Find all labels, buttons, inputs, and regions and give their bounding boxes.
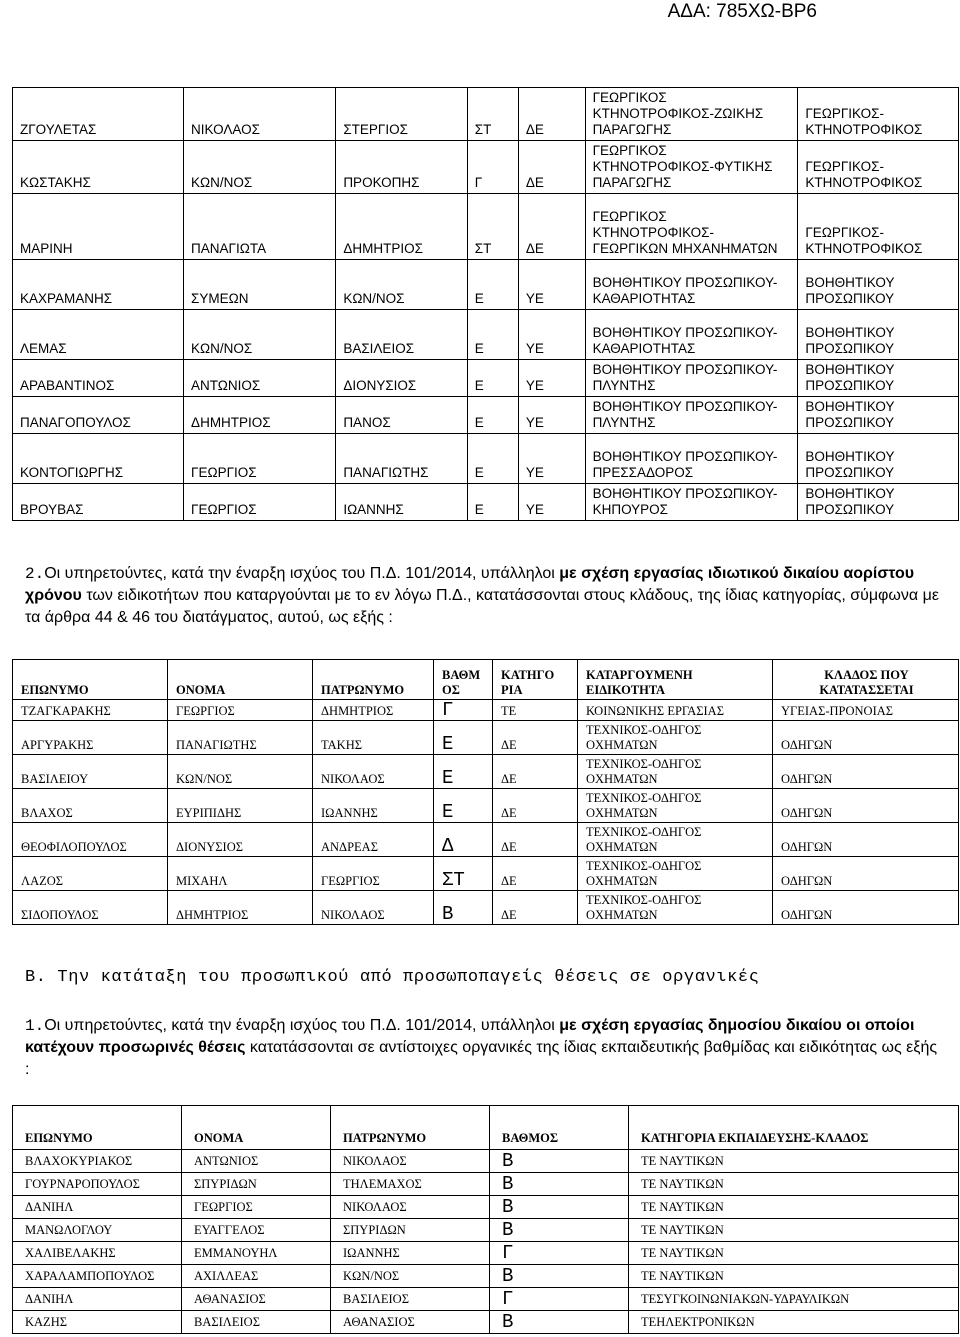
cell-name: ΝΙΚΟΛΑΟΣ bbox=[184, 88, 336, 141]
paragraph-number: 2. bbox=[25, 565, 45, 583]
col-header-surname: ΕΠΩΝΥΜΟ bbox=[13, 660, 168, 700]
cell-old-specialty: ΒΟΗΘΗΤΙΚΟΥ ΠΡΟΣΩΠΙΚΟΥ-ΚΗΠΟΥΡΟΣ bbox=[585, 484, 798, 521]
cell-category: ΔΕ bbox=[518, 88, 585, 141]
table-row bbox=[13, 1265, 959, 1288]
cell-father: ΠΑΝΟΣ bbox=[336, 397, 467, 434]
cell-degree: Γ bbox=[467, 141, 518, 194]
table-row bbox=[13, 857, 959, 891]
paragraph-1 bbox=[25, 1015, 945, 1081]
cell-new-branch: ΓΕΩΡΓΙΚΟΣ- ΚΤΗΝΟΤΡΟΦΙΚΟΣ bbox=[798, 88, 959, 141]
cell-category: ΔΕ bbox=[493, 721, 578, 755]
cell-surname: ΚΑΖΗΣ bbox=[13, 1311, 182, 1334]
cell-name: ΣΥΜΕΩΝ bbox=[184, 260, 336, 310]
paragraph-text: Οι υπηρετούντες, κατά την έναρξη ισχύος του Π.Δ. 101/2014, υπάλληλοι bbox=[44, 1017, 560, 1034]
col-header-degree: ΒΑΘΜΟΣ bbox=[490, 1106, 629, 1150]
cell-new-branch: ΒΟΗΘΗΤΙΚΟΥ ΠΡΟΣΩΠΙΚΟΥ bbox=[798, 310, 959, 360]
cell-degree: Γ bbox=[434, 700, 493, 721]
cell-abolished-specialty: ΤΕΧΝΙΚΟΣ-ΟΔΗΓΟΣ ΟΧΗΜΑΤΩΝ bbox=[578, 891, 773, 925]
cell-father: ΝΙΚΟΛΑΟΣ bbox=[313, 891, 434, 925]
cell-branch: ΥΓΕΙΑΣ-ΠΡΟΝΟΙΑΣ bbox=[773, 700, 959, 721]
cell-surname: ΒΛΑΧΟΣ bbox=[13, 789, 168, 823]
cell-degree: Β bbox=[490, 1311, 629, 1334]
cell-father: ΠΑΝΑΓΙΩΤΗΣ bbox=[336, 434, 467, 484]
cell-degree: Ε bbox=[434, 789, 493, 823]
cell-name: ΚΩΝ/ΝΟΣ bbox=[184, 141, 336, 194]
cell-name: ΑΝΤΩΝΙΟΣ bbox=[184, 360, 336, 397]
table-row bbox=[13, 1242, 959, 1265]
cell-old-specialty: ΒΟΗΘΗΤΙΚΟΥ ΠΡΟΣΩΠΙΚΟΥ- ΚΑΘΑΡΙΟΤΗΤΑΣ bbox=[585, 310, 798, 360]
cell-surname: ΜΑΡΙΝΗ bbox=[13, 194, 184, 260]
cell-name: ΚΩΝ/ΝΟΣ bbox=[184, 310, 336, 360]
cell-father: ΒΑΣΙΛΕΙΟΣ bbox=[336, 310, 467, 360]
cell-new-branch: ΒΟΗΘΗΤΙΚΟΥ ΠΡΟΣΩΠΙΚΟΥ bbox=[798, 484, 959, 521]
table-row bbox=[13, 88, 959, 141]
cell-father: ΓΕΩΡΓΙΟΣ bbox=[313, 857, 434, 891]
cell-name: ΕΜΜΑΝΟΥΗΛ bbox=[182, 1242, 331, 1265]
cell-father: ΣΠΥΡΙΔΩΝ bbox=[331, 1219, 490, 1242]
table-row bbox=[13, 700, 959, 721]
cell-surname: ΠΑΝΑΓΟΠΟΥΛΟΣ bbox=[13, 397, 184, 434]
cell-surname: ΚΟΝΤΟΓΙΩΡΓΗΣ bbox=[13, 434, 184, 484]
cell-branch: ΟΔΗΓΩΝ bbox=[773, 789, 959, 823]
col-header-surname: ΕΠΩΝΥΜΟ bbox=[13, 1106, 182, 1150]
cell-category-branch: ΤΕΗΛΕΚΤΡΟΝΙΚΩΝ bbox=[629, 1311, 959, 1334]
cell-new-branch: ΒΟΗΘΗΤΙΚΟΥ ΠΡΟΣΩΠΙΚΟΥ bbox=[798, 360, 959, 397]
paragraph-2 bbox=[25, 563, 945, 629]
col-header-abolished: ΚΑΤΑΡΓΟΥΜΕΝΗ ΕΙΔΙΚΟΤΗΤΑ bbox=[578, 660, 773, 700]
cell-surname: ΘΕΟΦΙΛΟΠΟΥΛΟΣ bbox=[13, 823, 168, 857]
table-row bbox=[13, 721, 959, 755]
cell-degree: Ε bbox=[467, 434, 518, 484]
table1-body bbox=[13, 88, 959, 521]
cell-surname: ΣΙΔΟΠΟΥΛΟΣ bbox=[13, 891, 168, 925]
cell-surname: ΑΡΓΥΡΑΚΗΣ bbox=[13, 721, 168, 755]
cell-surname: ΔΑΝΙΗΛ bbox=[13, 1196, 182, 1219]
cell-surname: ΒΛΑΧΟΚΥΡΙΑΚΟΣ bbox=[13, 1150, 182, 1173]
col-header-father: ΠΑΤΡΩΝΥΜΟ bbox=[331, 1106, 490, 1150]
cell-degree: Γ bbox=[490, 1242, 629, 1265]
table-row bbox=[13, 1196, 959, 1219]
cell-category: ΔΕ bbox=[518, 141, 585, 194]
cell-degree: Ε bbox=[467, 484, 518, 521]
cell-new-branch: ΒΟΗΘΗΤΙΚΟΥ ΠΡΟΣΩΠΙΚΟΥ bbox=[798, 434, 959, 484]
cell-father: ΙΩΑΝΝΗΣ bbox=[331, 1242, 490, 1265]
table-header-row bbox=[13, 660, 959, 700]
cell-old-specialty: ΒΟΗΘΗΤΙΚΟΥ ΠΡΟΣΩΠΙΚΟΥ- ΠΡΕΣΣΑΔΟΡΟΣ bbox=[585, 434, 798, 484]
cell-surname: ΑΡΑΒΑΝΤΙΝΟΣ bbox=[13, 360, 184, 397]
table-header-row bbox=[13, 1106, 959, 1150]
cell-surname: ΓΟΥΡΝΑΡΟΠΟΥΛΟΣ bbox=[13, 1173, 182, 1196]
table-row bbox=[13, 484, 959, 521]
cell-degree: Ε bbox=[467, 260, 518, 310]
cell-surname: ΤΖΑΓΚΑΡΑΚΗΣ bbox=[13, 700, 168, 721]
col-header-degree: ΒΑΘΜ ΟΣ bbox=[434, 660, 493, 700]
table-row bbox=[13, 1219, 959, 1242]
cell-category: ΔΕ bbox=[493, 857, 578, 891]
cell-category-branch: ΤΕΣΥΓΚΟΙΝΩΝΙΑΚΩΝ-ΥΔΡΑΥΛΙΚΩΝ bbox=[629, 1288, 959, 1311]
cell-category: ΤΕ bbox=[493, 700, 578, 721]
cell-father: ΔΗΜΗΤΡΙΟΣ bbox=[313, 700, 434, 721]
cell-degree: Β bbox=[490, 1150, 629, 1173]
cell-father: ΤΗΛΕΜΑΧΟΣ bbox=[331, 1173, 490, 1196]
table-previous-placements bbox=[12, 87, 959, 521]
cell-name: ΓΕΩΡΓΙΟΣ bbox=[184, 434, 336, 484]
paragraph-text-cont: κατατάσσονται σε αντίστοιχες οργανικές της ίδιας εκπαιδευτικής βαθμίδας και ειδικότητας ως εξής : bbox=[25, 1039, 938, 1078]
cell-category: ΔΕ bbox=[493, 755, 578, 789]
cell-degree: Ε bbox=[467, 397, 518, 434]
cell-branch: ΟΔΗΓΩΝ bbox=[773, 755, 959, 789]
cell-surname: ΒΡΟΥΒΑΣ bbox=[13, 484, 184, 521]
cell-abolished-specialty: ΤΕΧΝΙΚΟΣ-ΟΔΗΓΟΣ ΟΧΗΜΑΤΩΝ bbox=[578, 721, 773, 755]
cell-branch: ΟΔΗΓΩΝ bbox=[773, 721, 959, 755]
cell-category-branch: ΤΕ ΝΑΥΤΙΚΩΝ bbox=[629, 1196, 959, 1219]
cell-old-specialty: ΒΟΗΘΗΤΙΚΟΥ ΠΡΟΣΩΠΙΚΟΥ- ΚΑΘΑΡΙΟΤΗΤΑΣ bbox=[585, 260, 798, 310]
cell-surname: ΚΩΣΤΑΚΗΣ bbox=[13, 141, 184, 194]
cell-name: ΣΠΥΡΙΔΩΝ bbox=[182, 1173, 331, 1196]
cell-surname: ΧΑΡΑΛΑΜΠΟΠΟΥΛΟΣ bbox=[13, 1265, 182, 1288]
cell-new-branch: ΒΟΗΘΗΤΙΚΟΥ ΠΡΟΣΩΠΙΚΟΥ bbox=[798, 260, 959, 310]
cell-category: ΔΕ bbox=[493, 823, 578, 857]
cell-father: ΒΑΣΙΛΕΙΟΣ bbox=[331, 1288, 490, 1311]
cell-name: ΔΗΜΗΤΡΙΟΣ bbox=[168, 891, 313, 925]
cell-degree: Γ bbox=[490, 1288, 629, 1311]
cell-category-branch: ΤΕ ΝΑΥΤΙΚΩΝ bbox=[629, 1265, 959, 1288]
cell-branch: ΟΔΗΓΩΝ bbox=[773, 891, 959, 925]
cell-category: ΥΕ bbox=[518, 434, 585, 484]
table-row bbox=[13, 823, 959, 857]
table-row bbox=[13, 360, 959, 397]
cell-father: ΙΩΑΝΝΗΣ bbox=[336, 484, 467, 521]
table3-body bbox=[13, 1150, 959, 1334]
cell-name: ΓΕΩΡΓΙΟΣ bbox=[182, 1196, 331, 1219]
cell-degree: Ε bbox=[434, 721, 493, 755]
cell-category: ΔΕ bbox=[493, 891, 578, 925]
paragraph-number: 1. bbox=[25, 1017, 45, 1035]
table-temporary-positions bbox=[12, 1105, 959, 1334]
cell-father: ΚΩΝ/ΝΟΣ bbox=[331, 1265, 490, 1288]
cell-father: ΑΘΑΝΑΣΙΟΣ bbox=[331, 1311, 490, 1334]
paragraph-bold-text: με σχέση εργασίας ιδιωτικού δικαίου αορίστου χρόνου bbox=[25, 565, 915, 604]
table-row bbox=[13, 1288, 959, 1311]
cell-surname: ΒΑΣΙΛΕΙΟΥ bbox=[13, 755, 168, 789]
cell-old-specialty: ΓΕΩΡΓΙΚΟΣ ΚΤΗΝΟΤΡΟΦΙΚΟΣ-ΖΩΙΚΗΣ ΠΑΡΑΓΩΓΗΣ bbox=[585, 88, 798, 141]
table-row bbox=[13, 755, 959, 789]
table2-body bbox=[13, 700, 959, 925]
col-header-father: ΠΑΤΡΩΝΥΜΟ bbox=[313, 660, 434, 700]
cell-degree: Δ bbox=[434, 823, 493, 857]
table-row bbox=[13, 310, 959, 360]
table-row bbox=[13, 1311, 959, 1334]
table-row bbox=[13, 397, 959, 434]
cell-category: ΥΕ bbox=[518, 397, 585, 434]
table-row bbox=[13, 141, 959, 194]
cell-degree: Β bbox=[490, 1219, 629, 1242]
cell-new-branch: ΓΕΩΡΓΙΚΟΣ- ΚΤΗΝΟΤΡΟΦΙΚΟΣ bbox=[798, 141, 959, 194]
table-row bbox=[13, 434, 959, 484]
cell-name: ΔΗΜΗΤΡΙΟΣ bbox=[184, 397, 336, 434]
cell-category: ΥΕ bbox=[518, 360, 585, 397]
cell-category: ΥΕ bbox=[518, 260, 585, 310]
cell-name: ΓΕΩΡΓΙΟΣ bbox=[184, 484, 336, 521]
cell-surname: ΖΓΟΥΛΕΤΑΣ bbox=[13, 88, 184, 141]
cell-father: ΚΩΝ/ΝΟΣ bbox=[336, 260, 467, 310]
section-b-title: Β. Την κατάταξη του προσωπικού από προσωποπαγείς θέσεις σε οργανικές bbox=[25, 968, 760, 987]
cell-abolished-specialty: ΤΕΧΝΙΚΟΣ-ΟΔΗΓΟΣ ΟΧΗΜΑΤΩΝ bbox=[578, 857, 773, 891]
cell-degree: ΣΤ bbox=[467, 88, 518, 141]
cell-name: ΠΑΝΑΓΙΩΤΗΣ bbox=[168, 721, 313, 755]
cell-degree: Β bbox=[490, 1173, 629, 1196]
ada-code: ΑΔΑ: 785ΧΩ-ΒΡ6 bbox=[667, 1, 817, 22]
paragraph-text-cont: των ειδικοτήτων που καταργούνται με το εν λόγω Π.Δ., κατατάσσονται στους κλάδους, της ίδιας κατηγορίας, σύμφωνα με τα άρθρα 44 & 46 του διατάγματος, αυτού, ως εξής : bbox=[25, 587, 939, 626]
cell-father: ΤΑΚΗΣ bbox=[313, 721, 434, 755]
cell-father: ΔΙΟΝΥΣΙΟΣ bbox=[336, 360, 467, 397]
cell-name: ΔΙΟΝΥΣΙΟΣ bbox=[168, 823, 313, 857]
col-header-name: ΟΝΟΜΑ bbox=[168, 660, 313, 700]
cell-degree: Ε bbox=[467, 310, 518, 360]
cell-father: ΝΙΚΟΛΑΟΣ bbox=[331, 1150, 490, 1173]
cell-father: ΣΤΕΡΓΙΟΣ bbox=[336, 88, 467, 141]
cell-abolished-specialty: ΤΕΧΝΙΚΟΣ-ΟΔΗΓΟΣ ΟΧΗΜΑΤΩΝ bbox=[578, 755, 773, 789]
cell-old-specialty: ΒΟΗΘΗΤΙΚΟΥ ΠΡΟΣΩΠΙΚΟΥ-ΠΛΥΝΤΗΣ bbox=[585, 360, 798, 397]
cell-category-branch: ΤΕ ΝΑΥΤΙΚΩΝ bbox=[629, 1219, 959, 1242]
cell-surname: ΛΕΜΑΣ bbox=[13, 310, 184, 360]
cell-surname: ΔΑΝΙΗΛ bbox=[13, 1288, 182, 1311]
cell-name: ΓΕΩΡΓΙΟΣ bbox=[168, 700, 313, 721]
cell-abolished-specialty: ΚΟΙΝΩΝΙΚΗΣ ΕΡΓΑΣΙΑΣ bbox=[578, 700, 773, 721]
cell-name: ΑΘΑΝΑΣΙΟΣ bbox=[182, 1288, 331, 1311]
cell-surname: ΚΑΧΡΑΜΑΝΗΣ bbox=[13, 260, 184, 310]
cell-father: ΔΗΜΗΤΡΙΟΣ bbox=[336, 194, 467, 260]
cell-surname: ΧΑΛΙΒΕΛΑΚΗΣ bbox=[13, 1242, 182, 1265]
cell-degree: ΣΤ bbox=[467, 194, 518, 260]
col-header-category: ΚΑΤΗΓΟΡΙΑ ΕΚΠΑΙΔΕΥΣΗΣ-ΚΛΑΔΟΣ bbox=[629, 1106, 959, 1150]
paragraph-text: Οι υπηρετούντες, κατά την έναρξη ισχύος του Π.Δ. 101/2014, υπάλληλοι bbox=[44, 565, 560, 582]
cell-new-branch: ΓΕΩΡΓΙΚΟΣ- ΚΤΗΝΟΤΡΟΦΙΚΟΣ bbox=[798, 194, 959, 260]
cell-category-branch: ΤΕ ΝΑΥΤΙΚΩΝ bbox=[629, 1150, 959, 1173]
cell-degree: Ε bbox=[467, 360, 518, 397]
cell-category: ΥΕ bbox=[518, 484, 585, 521]
cell-new-branch: ΒΟΗΘΗΤΙΚΟΥ ΠΡΟΣΩΠΙΚΟΥ bbox=[798, 397, 959, 434]
cell-category-branch: ΤΕ ΝΑΥΤΙΚΩΝ bbox=[629, 1173, 959, 1196]
cell-abolished-specialty: ΤΕΧΝΙΚΟΣ-ΟΔΗΓΟΣ ΟΧΗΜΑΤΩΝ bbox=[578, 823, 773, 857]
table-private-law-staff bbox=[12, 659, 959, 925]
paragraph-bold-text: με σχέση εργασίας δημοσίου δικαίου οι οποίοι κατέχουν προσωρινές θέσεις bbox=[25, 1017, 915, 1056]
cell-name: ΕΥΑΓΓΕΛΟΣ bbox=[182, 1219, 331, 1242]
cell-name: ΠΑΝΑΓΙΩΤΑ bbox=[184, 194, 336, 260]
cell-father: ΙΩΑΝΝΗΣ bbox=[313, 789, 434, 823]
col-header-name: ΟΝΟΜΑ bbox=[182, 1106, 331, 1150]
col-header-category: ΚΑΤΗΓΟ ΡΙΑ bbox=[493, 660, 578, 700]
cell-name: ΜΙΧΑΗΛ bbox=[168, 857, 313, 891]
cell-branch: ΟΔΗΓΩΝ bbox=[773, 857, 959, 891]
cell-old-specialty: ΓΕΩΡΓΙΚΟΣ ΚΤΗΝΟΤΡΟΦΙΚΟΣ- ΓΕΩΡΓΙΚΩΝ ΜΗΧΑΝΗΜΑΤΩΝ bbox=[585, 194, 798, 260]
cell-name: ΑΧΙΛΛΕΑΣ bbox=[182, 1265, 331, 1288]
cell-father: ΠΡΟΚΟΠΗΣ bbox=[336, 141, 467, 194]
cell-father: ΝΙΚΟΛΑΟΣ bbox=[331, 1196, 490, 1219]
table-row bbox=[13, 789, 959, 823]
cell-surname: ΜΑΝΩΛΟΓΛΟΥ bbox=[13, 1219, 182, 1242]
cell-category: ΥΕ bbox=[518, 310, 585, 360]
cell-category: ΔΕ bbox=[518, 194, 585, 260]
cell-old-specialty: ΒΟΗΘΗΤΙΚΟΥ ΠΡΟΣΩΠΙΚΟΥ-ΠΛΥΝΤΗΣ bbox=[585, 397, 798, 434]
cell-degree: Ε bbox=[434, 755, 493, 789]
cell-category: ΔΕ bbox=[493, 789, 578, 823]
cell-father: ΝΙΚΟΛΑΟΣ bbox=[313, 755, 434, 789]
cell-name: ΒΑΣΙΛΕΙΟΣ bbox=[182, 1311, 331, 1334]
table-row bbox=[13, 260, 959, 310]
cell-abolished-specialty: ΤΕΧΝΙΚΟΣ-ΟΔΗΓΟΣ ΟΧΗΜΑΤΩΝ bbox=[578, 789, 773, 823]
table-row bbox=[13, 194, 959, 260]
cell-name: ΚΩΝ/ΝΟΣ bbox=[168, 755, 313, 789]
cell-degree: Β bbox=[490, 1196, 629, 1219]
table-row bbox=[13, 1150, 959, 1173]
cell-old-specialty: ΓΕΩΡΓΙΚΟΣ ΚΤΗΝΟΤΡΟΦΙΚΟΣ-ΦΥΤΙΚΗΣ ΠΑΡΑΓΩΓΗΣ bbox=[585, 141, 798, 194]
cell-category-branch: ΤΕ ΝΑΥΤΙΚΩΝ bbox=[629, 1242, 959, 1265]
cell-degree: Β bbox=[434, 891, 493, 925]
cell-surname: ΛΑΖΟΣ bbox=[13, 857, 168, 891]
cell-degree: ΣΤ bbox=[434, 857, 493, 891]
col-header-branch: ΚΛΑΔΟΣ ΠΟΥ ΚΑΤΑΤΑΣΣΕΤΑΙ bbox=[773, 660, 959, 700]
table-row bbox=[13, 891, 959, 925]
cell-father: ΑΝΔΡΕΑΣ bbox=[313, 823, 434, 857]
cell-name: ΕΥΡΙΠΙΔΗΣ bbox=[168, 789, 313, 823]
table-row bbox=[13, 1173, 959, 1196]
cell-name: ΑΝΤΩΝΙΟΣ bbox=[182, 1150, 331, 1173]
cell-degree: Β bbox=[490, 1265, 629, 1288]
cell-branch: ΟΔΗΓΩΝ bbox=[773, 823, 959, 857]
